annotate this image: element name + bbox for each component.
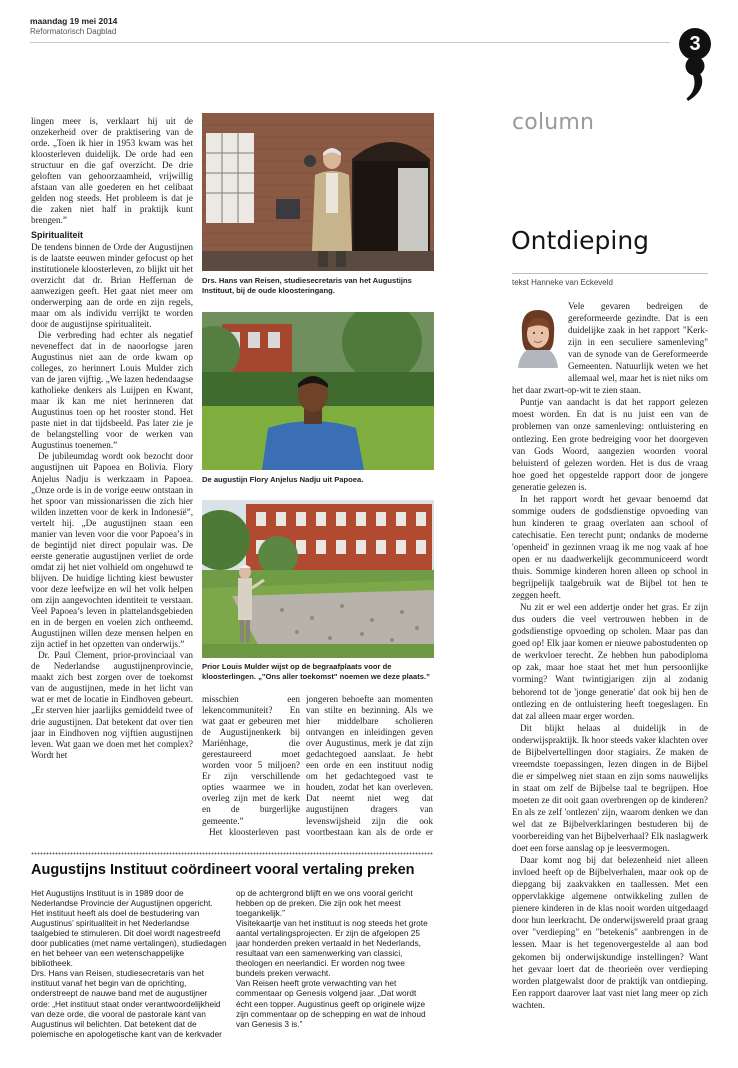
header-rule	[30, 42, 670, 43]
column-paragraph: In het rapport wordt het gevaar benoemd dat sommige ouders de godsdienstige opvoeding van hun kinderen te graag overlaten aan school of catechisatie. Een terecht punt; ondanks de moderne 'openheid' in gezinnen vraag ik me nog vaak af hoe open er nu daadwerkelijk gecommuniceerd wordt thuis. Sommige kinderen horen alleen op school in begrijpelijk taalgebruik wat de Bijbel tot hen te zeggen heeft.	[512, 493, 708, 601]
photo-caption: De augustijn Flory Anjelus Nadju uit Papoea.	[202, 475, 364, 484]
article-column-3	[306, 694, 433, 838]
column-paragraph: Nu zit er wel een addertje onder het gras. Er zijn dus ouders die veel vertrouwen hebben in de godsdienstige opvoeding op scholen. Maar pas dan goed op! Elk jaar komen er nieuwe pabostudenten op de werkvloer terecht. Ze hebben hun pabodiploma op zak, maar hoe staat het met hun persoonlijke vorming? Want twintigjarigen zijn al zodanig behorend tot de 'jonge generatie' dat ook bij hen de ontlezing en de ontluistering heeft toegeslagen. En dat zal alleen maar erger worden.	[512, 602, 708, 721]
issue-date: maandag 19 mei 2014	[30, 16, 118, 26]
article-paragraph: Dr. Paul Clement, prior-provinciaal van de Nederlandse augustijnenprovincie, maakt zich best zorgen over de toekomst van de augustijnen, mede in het licht van wat er met de locatie in Eindhoven gebeurt. „Er sterven hier jaarlijks gemiddeld twee of drie augustijnen. Dat betekent dat over tien jaar in Eindhoven nog vijftien augustijnen leven. Wat gaan we doen met het complex? Wordt het	[31, 650, 193, 760]
infobox-paragraph: Het Augustijns Instituut is in 1989 door de Nederlandse Provincie der Augustijnen opgericht. Het instituut heeft als doel de bestudering van Augustinus’ spiritualiteit in het Nederlandse taalgebied te stimuleren. Dit doel wordt nagestreefd door publicaties (met name vertalingen), studiedagen en het beheer van een wetenschappelijke bibliotheek.	[31, 888, 227, 969]
infobox-title: Augustijns Instituut coördineert vooral vertaling preken	[31, 862, 415, 878]
newspaper-name: Reformatorisch Dagblad	[30, 27, 117, 36]
author-rule	[512, 273, 708, 274]
column-paragraph: Daar komt nog bij dat belezenheid niet alleen invloed heeft op de Bijbelverhalen, maar ook op de diepgang bij zaakvakken en taallessen. Met een oppervlakkige algemene ontwikkeling zullen de pienere kinderen in de klas nooit worden uitgedaagd door hun leerkracht. De onderwijswereld praat graag over "verdieping" en "betekenis" aanbrengen in de lessen. Maar is het tegenovergestelde al aan bod gekomen bij onderwijskundige instellingen? Want het gevaar loert dat de theorieën over verdieping worden platgewalst door de praktijk van ontdieping. Een rapport daarover laat vast niet lang meer op zich wachten.	[512, 855, 708, 1010]
masthead	[30, 16, 117, 37]
article-paragraph: lingen meer is, verklaart hij uit de onzekerheid over de praktisering van de orde. „Toen ik hier in 1953 kwam was het kloosterleven duidelijk. De orde had een structuur en die gaf overzicht. De drie geloften van gehoorzaamheid, vrijwillig afstaan van alle goederen en het celibaat gelden nog steeds. Het probleem is dat je die zaken niet half in praktijk kunt brengen.”	[31, 116, 193, 226]
infobox-column-2	[236, 888, 434, 1056]
column-title: Ontdieping	[511, 226, 650, 255]
photo-caption: Drs. Hans van Reisen, studiesecretaris van het Augustijns Instituut, bij de oude kloosteringang.	[202, 276, 412, 295]
article-paragraph: De tendens binnen de Orde der Augustijnen is de laatste eeuwen minder gefocust op het institutionele kloosterleven, zo blijkt uit het overzicht dat dr. Brian Heffernan de aanwezigen geeft. Het gaat niet meer om onderwerping aan de orde en zijn regels, maar om als individu verrijkt te worden door de augustijnse spiritualiteit.	[31, 241, 193, 329]
column-author: tekst Hanneke van Eckeveld	[512, 278, 613, 287]
article-paragraph: jongeren behoefte aan momenten van stilte en bezinning. Als we hier middelbare scholieren ontvangen en inleidingen geven over Augustinus, merk je dat zijn gedachtegoed aanslaat. Je hebt een orde en een instituut nodig om het gedachtegoed vast te houden, zodat het kan overleven. Dat neemt niet weg dat augustijnen dragers van levenswijsheid zijn die ook voortbestaan kan als de orde er	[306, 694, 433, 837]
page-number: 3	[679, 28, 711, 60]
article-column-1	[31, 116, 193, 838]
photo-cloister-entrance	[202, 113, 434, 271]
article-paragraph: misschien een lekencommuniteit? En wat gaat er gebeuren met de Augustijnenkerk bij Mariënhage, die gerestaureerd moet worden voor 5 miljoen? Er zijn verschillende opties waarmee we in overleg zijn met de kerk en de burgerlijke gemeente.”	[202, 694, 300, 826]
article-paragraph: Het kloosterleven past	[209, 826, 300, 837]
column-paragraph: Vele gevaren bedreigen de gereformeerde gezindte. Dat is een duidelijke zaak in het rapport "Kerk-zijn in een seculiere samenleving" van de synode van de Gereformeerde Gemeenten. Natuurlijk weten we het allemaal wel, maar het is niet niks om het daar zwart-op-wit te zien staan.	[512, 301, 708, 396]
comma-logo-icon	[684, 56, 706, 102]
photo-caption: Prior Louis Mulder wijst op de begraafplaats voor de kloosterlingen. „"Ons aller toekomst" noemen we deze plaats.”	[202, 662, 430, 681]
column-body	[512, 300, 708, 1060]
column-paragraph: Puntje van aandacht is dat het rapport gelezen moest worden. En dat is nu juist een van de problemen van onze samenleving: ontluistering en ontlezing. Een grote bedreiging voor het doorgeven van Gods Woord, aangezien woorden vooral beluisterd of gelezen worden. Het is dus de vraag hoe goed het opgestelde rapport door de jongere generatie gelezen is.	[512, 397, 708, 492]
column-paragraph: Dit blijkt helaas al duidelijk in de onderwijspraktijk. Ik hoor steeds vaker klachten over de Bijbelvertellingen door stagiairs. Ze maken de vreemdste toepassingen, lezen dingen in de Bijbel die er simpelweg niet staan en zijn soms nauwelijks in staat om zelf de Bijbelse taal te begrijpen. Hoe moeten ze dit ooit gaan overbrengen op de kinderen? En als ze zelf 'ontlezen' zijn, waarom denken we dan wel dat ze Bijbelverklaringen bestuderen bij de voorbereiding van het Bijbelverhaal? Elk naslagwerk doet een forse aanslag op je leesvermogen.	[512, 722, 708, 854]
infobox-paragraph: op de achtergrond blijft en we ons vooral gericht hebben op de preken. Die zijn ook het meest toegankelijk.”	[236, 888, 413, 919]
section-label: column	[512, 110, 595, 135]
article-paragraph: Die verbreding had echter als negatief neveneffect dat in de naoorlogse jaren Augustinus niet aan de orde kwam op colleges, zo herinnert Louis Mulder zich van de jaren vijftig. „We lazen hedendaagse katholieke denkers als Luijpen en Kwant, maar ik kan me niet herinneren dat Augustinus toen op het rooster stond. Het paste niet in dat tijdsbeeld. Pas later zie je de belangstelling voor de werken van Augustinus toenemen.”	[31, 329, 193, 451]
infobox-paragraph: Visitekaartje van het instituut is nog steeds het grote aantal vertalingsprojecten. Er zijn de afgelopen 25 jaar honderden preken vertaald in het Nederlands, resultaat van een samenwerking van classici, theologen en neerlandici. Er worden nog twee bundels preken verwacht.	[236, 918, 428, 979]
infobox-paragraph: Van Reisen heeft grote verwachting van het commentaar op Genesis volgend jaar. „Dat wordt écht een topper. Augustinus geeft op originele wijze zijn commentaar op de schepping en wat de inhoud van Genesis 3 is.”	[236, 978, 426, 1029]
author-portrait	[512, 304, 564, 368]
infobox-column-1	[31, 888, 227, 1056]
photo-garden-portrait	[202, 312, 434, 470]
article-column-2	[202, 694, 300, 838]
article-paragraph: De jubileumdag wordt ook bezocht door augustijnen uit Papoea en Bolivia. Flory Anjelus Nadju is werkzaam in Papoea. „Onze orde is in de vorige eeuw ontstaan in het spoor van missionarissen die zich hier wilden inzetten voor de kerk in Indonesië”, vertelt hij. „De augustijnen staan een manier van leven voor die voor Papoea’s in de begintijd niet direct populair was. De eerste generatie augustijnen verliet de orde omdat zij het niet volhield om ongehuwd te blijven. De huidige lichting kiest bewuster voor deze leefwijze en wil het volk helpen om zijn aangevochten identiteit te verstaan. Veel Papoea’s leven in plattelandsgebieden en in de bergen en voelen zich ontheemd. Augustijnen willen deze mensen helpen en zijn actief in het opzetten van onderwijs.”	[31, 451, 193, 650]
article-subhead: Spiritualiteit	[31, 230, 84, 241]
photo-cemetery	[202, 500, 434, 658]
infobox-paragraph: Drs. Hans van Reisen, studiesecretaris van het instituut vanaf het begin van de oprichting, onderstreept de nauwe band met de augustijner orde: „Het instituut staat onder verantwoordelijkheid van deze orde, die vooral de pastorale kant van Augustinus wil belichten. Dat betekent dat de polemische en apologetische kant van de kerkvader	[31, 968, 222, 1039]
dotted-divider	[31, 852, 433, 855]
